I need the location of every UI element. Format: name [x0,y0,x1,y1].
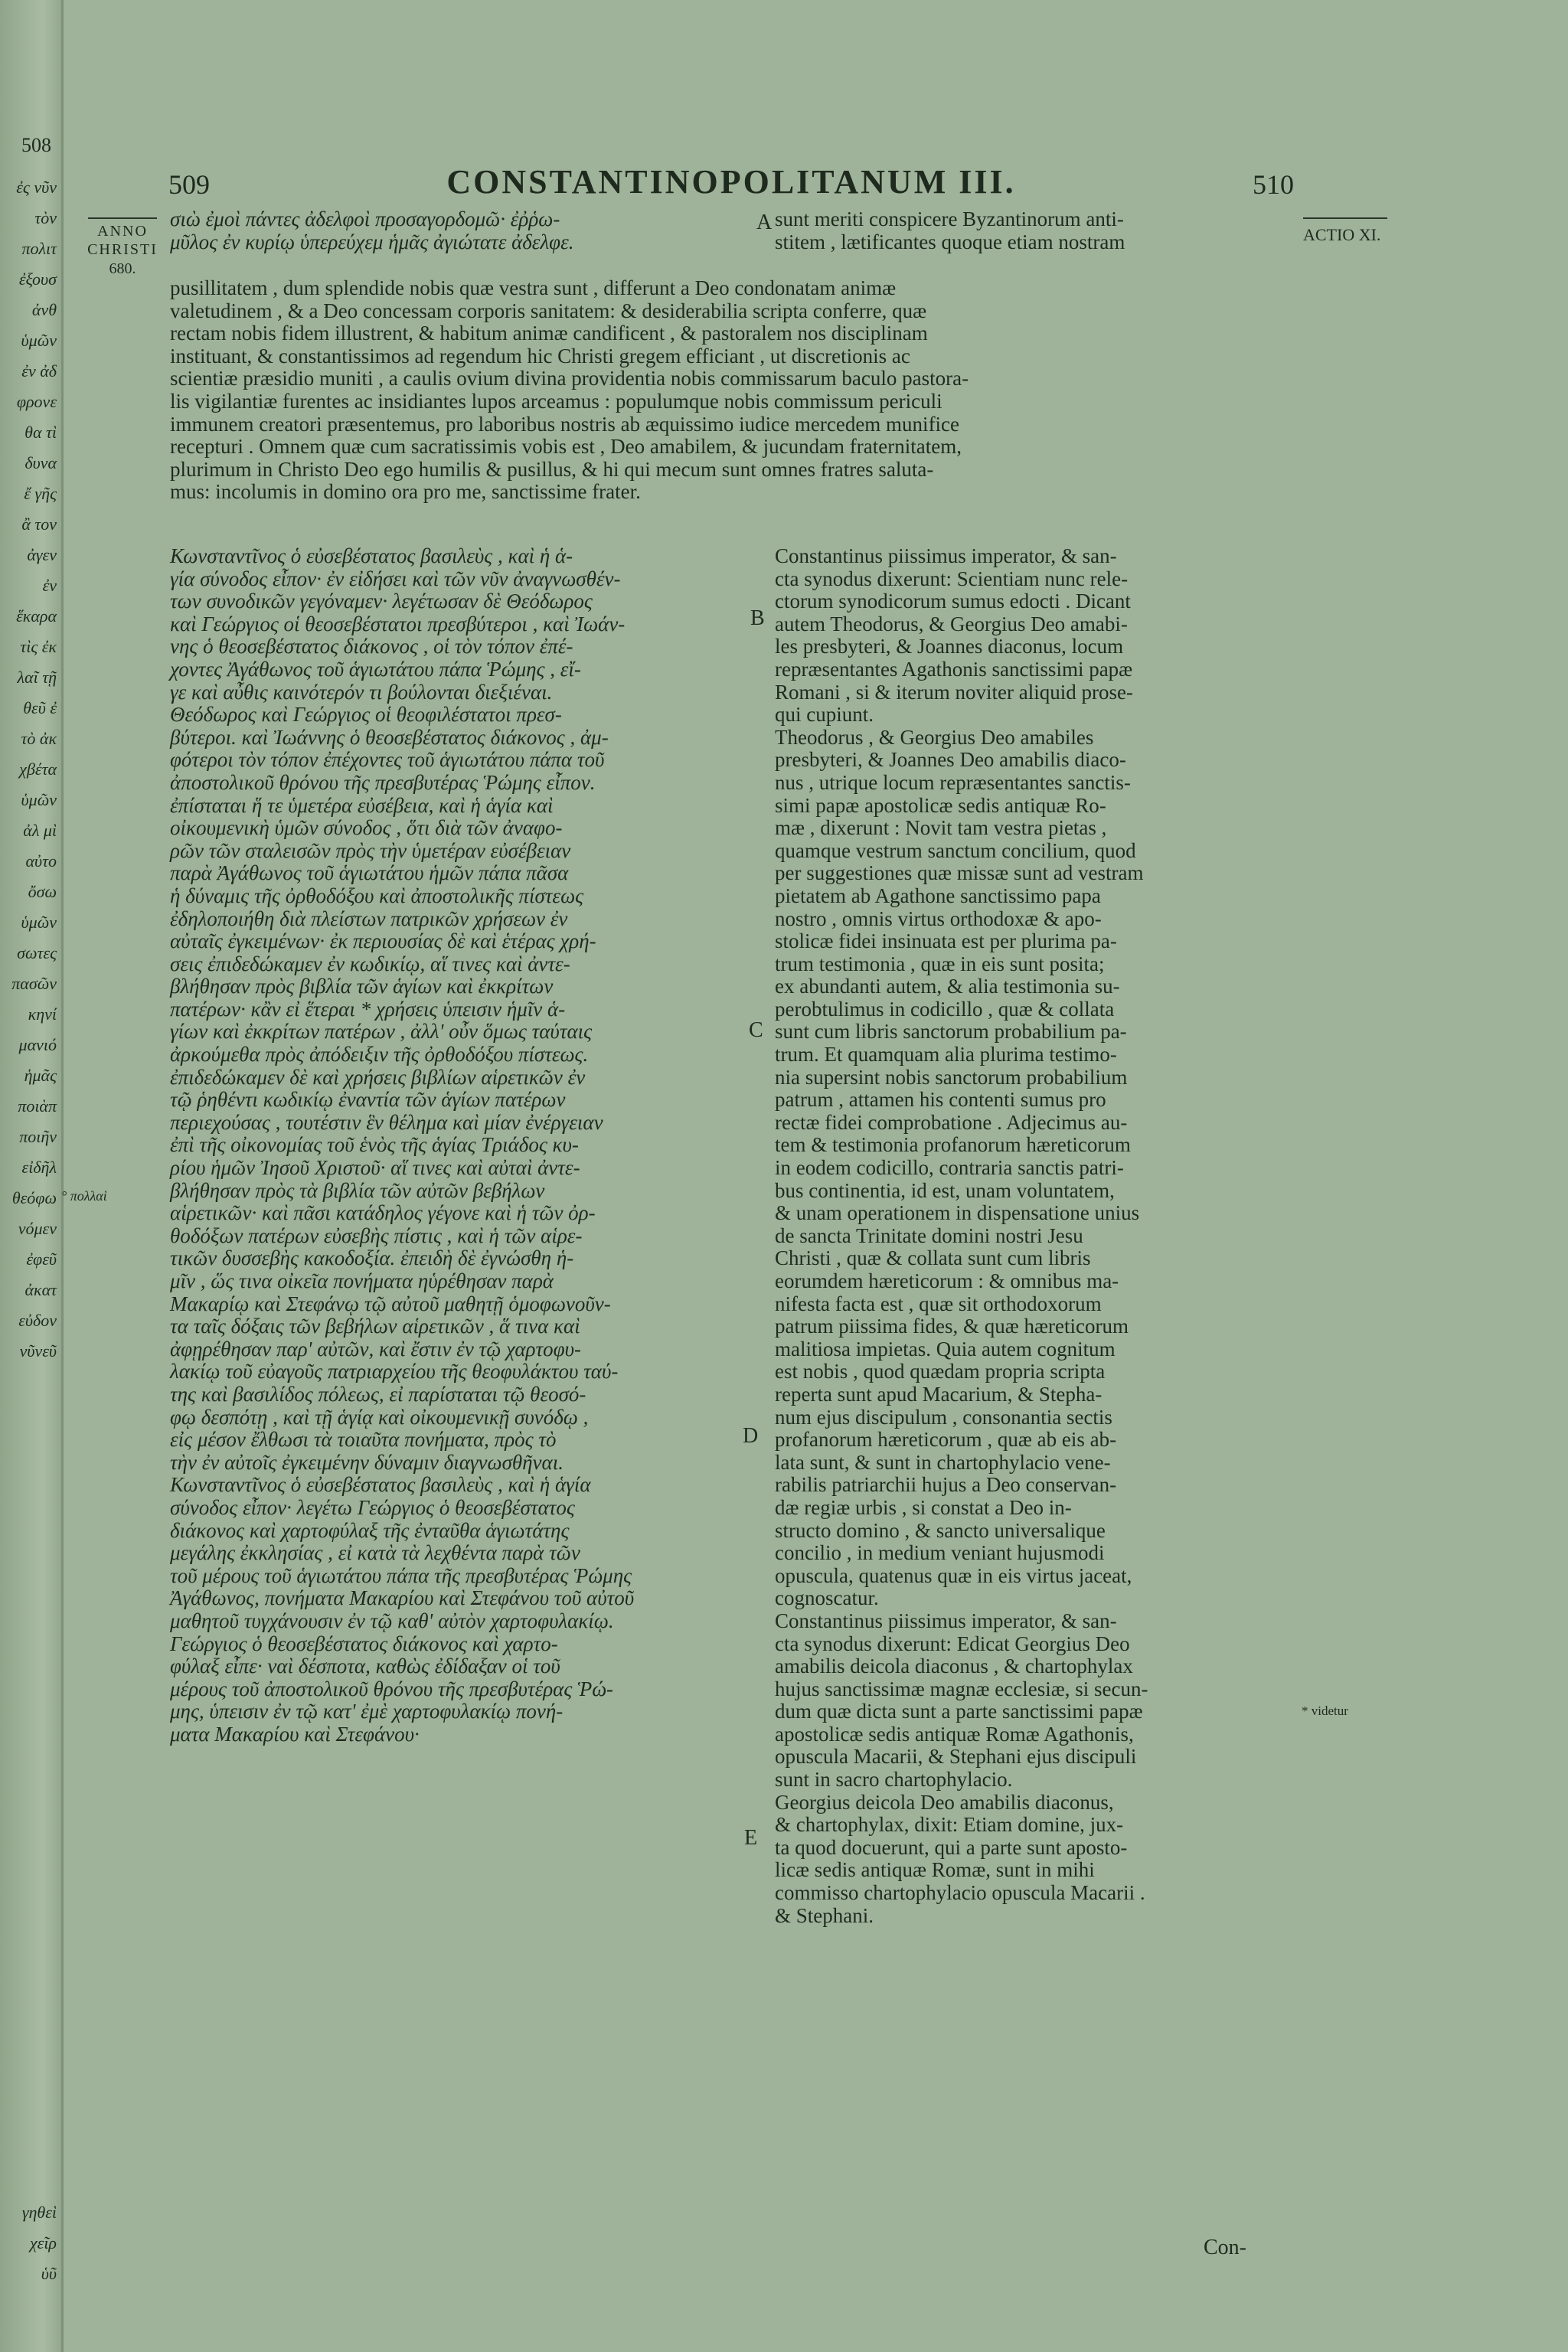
facing-page-edge [0,0,64,2352]
text-line: βλήθησαν πρὸς τὰ βιβλία τῶν αὐτῶν βεβήλων [170,1178,545,1202]
text-line: πατέρων· κἂν εἰ ἕτεραι * χρήσεις ὑπεισιν ἡμῖν ἁ- [170,997,566,1021]
text-line: ματα Μακαρίου καὶ Στεφάνου· [170,1722,420,1746]
facing-page-fragment: νόμεν [18,1219,57,1238]
text-line: τοῦ μέρους τοῦ ἁγιωτάτου πάπα τῆς πρεσβυτέρας Ῥώμης [170,1563,632,1587]
text-line: opuscula, quatenus quæ in eis virtus jaceat, [775,1563,1132,1587]
text-line: trum testimonia , quæ in eis sunt posita; [775,952,1105,975]
text-line: Γεώργιος ὁ θεοσεβέστατος διάκονος καὶ χαρτο- [170,1632,558,1655]
text-line: μαθητοῦ τυγχάνουσιν ἐν τῷ καθ' αὐτὸν χαρτοφυλακίῳ. [170,1609,614,1632]
facing-page-fragment: ἕκαρα [16,606,57,626]
text-line: ἐπίσταται ἥ τε ὑμετέρα εὐσέβεια, καὶ ἡ ἁγία καὶ [170,793,554,817]
text-line: in eodem codicillo, contraria sanctis patri- [775,1156,1124,1180]
section-letter-a: A [756,211,773,234]
facing-page-fragment: ποιῆν [19,1127,57,1146]
facing-page-fragment: ἀκατ [24,1280,57,1299]
facing-page-fragment: ὑμῶν [21,331,57,350]
text-line: valetudinem , & a Deo concessam corporis sanitatem: & desiderabilia scripta conferre, quæ [170,299,927,322]
margin-rule [88,217,157,219]
facing-page-fragment: ἔ γῆς [24,484,57,503]
text-line: Constantinus piissimus imperator, & san- [775,544,1117,567]
text-line: licæ sedis antiquæ Romæ, sunt in mihi [775,1858,1095,1882]
text-line: & unam operationem in dispensatione unius [775,1201,1140,1225]
text-line: ἐπιδεδώκαμεν δὲ καὶ χρήσεις βιβλίων αἱρετικῶν ἐν [170,1065,586,1089]
margin-right [1303,201,1410,245]
text-line: mus: incolumis in domino ora pro me, sanctissime frater. [170,480,641,504]
text-line: χοντες Ἀγάθωνος τοῦ ἁγιωτάτου πάπα Ῥώμης , εἴ- [170,657,581,681]
text-line: ἡ δύναμις τῆς ὀρθοδόξου καὶ ἀποστολικῆς πίστεως [170,884,584,907]
text-line: stolicæ fidei insinuata est per plurima pa- [775,929,1117,953]
text-line: les presbyteri, & Joannes diaconus, locum [775,635,1124,658]
text-line: μῖν , ὥς τινα οἰκεῖα πονήματα ηὑρέθησαν παρὰ [170,1269,554,1292]
latin-column [775,545,1295,1927]
section-letter-e: E [744,1826,758,1850]
text-line: ἀφῃρέθησαν παρ' αὐτῶν, καὶ ἔστιν ἐν τῷ χαρτοφυ- [170,1337,581,1361]
text-line: plurimum in Christo Deo ego humilis & pusillus, & hi qui mecum sunt omnes fratres saluta- [170,457,934,481]
text-line: eorumdem hæreticorum : & omnibus ma- [775,1269,1119,1292]
text-line: ex abundanti autem, & alia testimonia su- [775,975,1120,998]
facing-page-fragment: χβέτα [19,760,57,779]
facing-page-fragment: ποιὰπ [18,1096,57,1116]
year-label: 680. [109,260,136,277]
text-line: σεις ἐπιδεδώκαμεν ἐν κωδικίῳ, αἵ τινες καὶ ἀντε- [170,952,570,975]
page-number-right: 510 [1253,169,1294,200]
text-line: βύτεροι. καὶ Ἰωάννης ὁ θεοσεβέστατος διάκονος , ἀμ- [170,725,609,749]
facing-page-fragment: ἐς νῦν [16,178,57,197]
facing-page-fragment: μανιό [18,1035,57,1054]
text-line: τα ταῖς δόξαις τῶν βεβήλων αἱρετικῶν , ἅ τινα καὶ [170,1315,580,1338]
text-line: instituant, & constantissimos ad regendum hic Christi gregem efficiant , ut discretionis ac [170,344,910,368]
text-line: Theodorus , & Georgius Deo amabiles [775,725,1094,749]
margin-rule [1303,217,1387,219]
text-line: reperta sunt apud Macarium, & Stepha- [775,1382,1102,1406]
text-line: hujus sanctissimæ magnæ ecclesiæ, si secun- [775,1677,1148,1700]
text-line: σύνοδος εἶπον· λεγέτω Γεώργιος ὁ θεοσεβέστατος [170,1495,575,1519]
text-line: sunt in sacro chartophylacio. [775,1768,1013,1792]
text-line: ἀρκούμεθα πρὸς ἀπόδειξιν τῆς ὀρθοδόξου πίστεως. [170,1043,589,1067]
text-line: scientiæ præsidio muniti , a caulis ovium divina providentia nobis commissarum baculo pastora- [170,367,969,390]
text-line: bus continentia, id est, unam voluntatem, [775,1178,1115,1202]
text-line: Κωνσταντῖνος ὁ εὐσεβέστατος βασιλεὺς , καὶ ἡ ἁ- [170,544,573,567]
page-title: CONSTANTINOPOLITANUM III. [446,163,1016,201]
text-line: τῷ ῥηθέντι κωδικίῳ ἐναντία τῶν ἁγίων πατέρων [170,1088,566,1112]
text-line: structo domino , & sancto universalique [775,1518,1106,1542]
facing-page-fragment: ὑῦ [41,2264,57,2283]
text-line: ἐδηλοποιήθη διὰ πλείστων πατρικῶν χρήσεων ἐν [170,906,568,930]
facing-page-number: 508 [21,134,51,156]
facing-page-fragment: νῦνεῦ [19,1341,57,1361]
text-line: γίων καὶ ἐκκρίτων πατέρων , ἀλλ' οὖν ὅμως ταύταις [170,1020,593,1044]
text-line: Romani , si & iterum noviter aliquid prose- [775,680,1133,704]
text-line: διάκονος καὶ χαρτοφύλαξ τῆς ἐνταῦθα ἁγιωτάτης [170,1518,570,1542]
facing-page-fragment: ὑμῶν [21,790,57,809]
text-line: qui cupiunt. [775,703,874,727]
text-line: γία σύνοδος εἶπον· ἐν εἰδήσει καὶ τῶν νῦν ἀναγνωσθέν- [170,567,621,590]
text-line: σιὼ ἐμοὶ πάντες ἀδελφοὶ προσαγορδομῶ· ἐῤῥω- [170,207,560,230]
text-line: & Stephani. [775,1903,874,1927]
text-line: ἀποστολικοῦ θρόνου τῆς πρεσβυτέρας Ῥώμης εἶπον. [170,770,596,794]
text-line: sunt meriti conspicere Byzantinorum anti- [775,207,1124,230]
text-line: pusillitatem , dum splendide nobis quæ vestra sunt , differunt a Deo condonatam animæ [170,276,897,299]
text-line: ctorum synodicorum sumus edocti . Dicant [775,590,1131,613]
text-line: rectæ fidei comprobatione . Adjecimus au- [775,1110,1128,1134]
text-line: cta synodus dixerunt: Edicat Georgius Deo [775,1632,1130,1655]
text-line: stitem , lætificantes quoque etiam nostram [775,230,1125,253]
text-line: μῦλος ἐν κυρίῳ ὑπερεύχεμ ἡμᾶς ἀγιώτατε ἀδελφε. [170,230,574,253]
text-line: de sancta Trinitate domini nostri Jesu [775,1223,1083,1247]
text-line: repræsentantes Agathonis sanctissimi papæ [775,657,1133,681]
text-line: ta quod docuerunt, qui a parte sunt aposto- [775,1835,1128,1859]
margin-note-left: ° πολλαὶ [61,1188,107,1204]
facing-page-fragment: εὐδον [18,1311,57,1330]
text-line: cta synodus dixerunt: Scientiam nunc rele- [775,567,1129,590]
text-line: αἱρετικῶν· καὶ πᾶσι κατάδηλος γέγονε καὶ ἡ τῶν ὀρ- [170,1201,596,1225]
facing-page-fragment: θα τὶ [24,423,57,442]
text-line: φύλαξ εἶπε· ναὶ δέσποτα, καθὼς ἐδίδαξαν οἱ τοῦ [170,1655,560,1678]
section-letter-d: D [743,1424,759,1448]
text-line: mæ , dixerunt : Novit tam vestra pietas , [775,816,1107,840]
text-line: εἰς μέσον ἔλθωσι τὰ τοιαῦτα πονήματα, πρὸς τὸ [170,1428,557,1452]
facing-page-fragment: κηνί [28,1004,57,1024]
text-line: trum. Et quamquam alia plurima testimo- [775,1043,1117,1067]
text-line: Ἀγάθωνος, πονήματα Μακαρίου καὶ Στεφάνου τοῦ αὐτοῦ [170,1586,635,1610]
text-line: nus , utrique locum repræsentantes sanctis- [775,770,1131,794]
text-line: patrum , attamen his contenti sumus pro [775,1088,1106,1112]
text-line: τὴν ἐν αὐτοῖς ἐγκειμένην δύναμιν διαγνωσθῆναι. [170,1450,564,1474]
facing-page-fragment: πολιτ [21,239,57,258]
facing-page-fragment: τὸν [34,208,57,227]
christi-label: CHRISTI [87,241,158,258]
text-line: Georgius deicola Deo amabilis diaconus, [775,1790,1114,1814]
facing-page-fragment: ἐν ἀδ [21,361,57,381]
text-line: opuscula Macarii, & Stephani ejus discipuli [775,1745,1137,1769]
actio-label: ACTIO XI. [1303,225,1381,244]
facing-page-fragment: ἐν [42,576,57,595]
facing-page-fragment: ἐξουσ [18,270,57,289]
text-line: commisso chartophylacio opuscula Macarii . [775,1881,1145,1905]
facing-page-fragment: ἀγεν [27,545,57,564]
facing-page-fragment: γηθεὶ [21,2203,57,2222]
text-line: γε καὶ αὖθις καινότερόν τι βούλονται διεξιέναι. [170,680,553,704]
text-line: Christi , quæ & collata sunt cum libris [775,1246,1091,1270]
text-line: malitiosa impietas. Quia autem cognitum [775,1337,1116,1361]
facing-page-fragment: φρονε [16,392,57,411]
facing-page-fragment: ὄσω [28,882,57,901]
section-letter-c: C [749,1018,763,1042]
text-line: μης, ὑπεισιν ἐν τῷ κατ' ἐμὲ χαρτοφυλακίῳ πονή- [170,1700,564,1723]
text-line: simi papæ apostolicæ sedis antiquæ Ro- [775,793,1106,817]
facing-page-fragment: εἰδῆλ [21,1158,57,1177]
text-line: Constantinus piissimus imperator, & san- [775,1609,1117,1632]
facing-page-fragment: ἀλ μὶ [23,821,57,840]
text-line: Μακαρίῳ καὶ Στεφάνῳ τῷ αὐτοῦ μαθητῇ ὁμοφωνοῦν- [170,1292,611,1315]
text-line: autem Theodorus, & Georgius Deo amabi- [775,612,1128,635]
text-line: perobtulimus in codicillo , quæ & collata [775,997,1115,1021]
text-line: pietatem ab Agathone sanctissimo papa [775,884,1101,907]
text-line: cognoscatur. [775,1586,879,1610]
facing-page-fragments-bottom [2,2197,60,2289]
page-number-left: 509 [168,169,210,200]
text-line: nostro , omnis virtus orthodoxæ & apo- [775,906,1102,930]
text-line: βλήθησαν πρὸς βιβλία τῶν ἁγίων καὶ ἐκκρίτων [170,975,554,998]
facing-page-fragment: λαῖ τῇ [17,668,57,687]
facing-page-fragment: ἡμᾶς [24,1066,57,1085]
latin-opening-lines [775,208,1125,253]
text-line: περιεχούσας , τουτέστιν ἓν θέλημα καὶ μίαν ἐνέργειαν [170,1110,603,1134]
text-line: φότεροι τὸν τόπον ἐπέχοντες τοῦ ἁγιωτάτου πάπα τοῦ [170,748,605,772]
text-line: λακίῳ τοῦ εὐαγοῦς πατριαρχείου τῆς θεοφυλάκτου ταύ- [170,1360,619,1383]
facing-page-fragment: χεῖρ [29,2233,57,2252]
text-line: μεγάλης ἐκκλησίας , εἰ κατὰ τὰ λεχθέντα παρὰ τῶν [170,1541,580,1565]
text-line: των συνοδικῶν γεγόναμεν· λεγέτωσαν δὲ Θεόδωρος [170,590,593,613]
text-line: est nobis , quod quædam propria scripta [775,1360,1106,1383]
facing-page-fragment: δυνα [24,453,57,472]
running-header [168,162,1294,208]
facing-page-fragment: πασῶν [11,974,57,993]
text-line: Κωνσταντῖνος ὁ εὐσεβέστατος βασιλεὺς , καὶ ἡ ἁγία [170,1473,591,1497]
text-line: ρῶν τῶν σταλεισῶν πρὸς τὴν ὑμετέραν εὐσέβειαν [170,838,571,862]
text-line: quamque vestrum sanctum concilium, quod [775,838,1136,862]
text-line: αὐταῖς ἐγκειμένων· ἐκ περιουσίας δὲ καὶ ἑτέρας χρή- [170,929,596,953]
facing-page-fragment: ὑμῶν [21,913,57,932]
text-line: dum quæ dicta sunt a parte sanctissimi papæ [775,1700,1143,1723]
text-line: patrum piissima fides, & quæ hæreticorum [775,1315,1129,1338]
greek-opening-lines [170,208,573,253]
text-line: per suggestiones quæ missæ sunt ad vestram [775,861,1144,885]
text-line: rabilis patriarchii hujus a Deo conservan- [775,1473,1117,1497]
greek-column [170,545,760,1746]
facing-page-fragment: σωτες [17,943,57,962]
facing-page-fragment: ἀνθ [31,300,57,319]
text-line: presbyteri, & Joannes Deo amabilis diaco- [775,748,1126,772]
text-line: φῳ δεσπότῃ , καὶ τῇ ἁγίᾳ καὶ οἰκουμενικῇ συνόδῳ , [170,1405,589,1429]
text-line: tem & testimonia profanorum hæreticorum [775,1133,1131,1157]
text-line: rectam nobis fidem illustrent, & habitum animæ candificent , & pastoralem nos disciplinam [170,322,928,345]
text-line: profanorum hæreticorum , quæ ab eis ab- [775,1428,1117,1452]
text-line: Θεόδωρος καὶ Γεώργιος οἱ θεοφιλέστατοι πρεσ- [170,703,562,727]
margin-left [80,201,165,278]
text-line: num ejus discipulum , consonantia sectis [775,1405,1112,1429]
anno-label: ANNO [97,223,148,240]
facing-page-fragment: θεῦ ἐ [23,698,57,717]
section-letter-b: B [750,606,765,630]
text-line: της καὶ βασιλίδος πόλεως, εἰ παρίσταται τῷ θεοσό- [170,1382,586,1406]
facing-page-fragment: τὶς ἐκ [20,637,57,656]
text-line: lata sunt, & sunt in chartophylacio vene- [775,1450,1111,1474]
text-line: nifesta facta est , quæ sit orthodoxorum [775,1292,1102,1315]
text-line: dæ regiæ urbis , si constat a Deo in- [775,1495,1072,1519]
text-line: amabilis deicola diaconus , & chartophylax [775,1655,1133,1678]
text-line: μέρους τοῦ ἀποστολικοῦ θρόνου τῆς πρεσβυτέρας Ῥώ- [170,1677,614,1700]
facing-page-fragment: αὐτο [25,851,57,871]
text-line: sunt cum libris sanctorum probabilium pa- [775,1020,1127,1044]
facing-page-fragment: τὸ ἀκ [21,729,57,748]
text-line: immunem creatori præsentemus, pro laboribus nostris ab æquissimo iudice mercedem munifice [170,412,960,436]
text-line: concilio , in medium veniant hujusmodi [775,1541,1105,1565]
text-line: & chartophylax, dixit: Etiam domine, jux- [775,1813,1124,1837]
latin-full-width-paragraph [170,277,969,504]
text-line: νης ὁ θεοσεβέστατος διάκονος , οἱ τὸν τόπον ἐπέ- [170,635,573,658]
facing-page-fragments [2,172,60,1367]
catchword: Con- [1204,2236,1246,2259]
text-line: ρίου ἡμῶν Ἰησοῦ Χριστοῦ· αἵ τινες καὶ αὐταὶ ἀντε- [170,1156,580,1180]
facing-page-fragment: ἐφεῦ [26,1250,57,1269]
text-line: οἰκουμενικὴ ὑμῶν σύνοδος , ὅτι διὰ τῶν ἀναφο- [170,816,563,840]
facing-page-fragment: ἂ τον [21,514,57,534]
text-line: παρὰ Ἀγάθωνος τοῦ ἁγιωτάτου ἡμῶν πάπα πᾶσα [170,861,569,885]
text-line: nia supersint nobis sanctorum probabilium [775,1065,1128,1089]
text-line: apostolicæ sedis antiquæ Romæ Agathonis, [775,1722,1134,1746]
text-line: recepturi . Omnem quæ cum sacratissimis vobis est , Deo amabilem, & jucundam fraternitatem, [170,435,962,459]
facing-page-fragment: θεόφω [11,1188,57,1207]
text-line: ἐπὶ τῆς οἰκονομίας τοῦ ἑνὸς τῆς ἁγίας Τριάδος κυ- [170,1133,579,1157]
margin-note-right: * videtur [1302,1704,1348,1718]
text-line: θοδόξων πατέρων εὐσεβὴς πίστις , καὶ ἡ τῶν αἱρε- [170,1223,583,1247]
text-line: τικῶν δυσσεβὴς κακοδοξία. ἐπειδὴ δὲ ἐγνώσθη ἡ- [170,1246,574,1270]
text-line: lis vigilantiæ furentes ac insidiantes lupos arceamus : populumque nobis commissum periculi [170,389,942,413]
text-line: καὶ Γεώργιος οἱ θεοσεβέστατοι πρεσβύτεροι , καὶ Ἰωάν- [170,612,626,635]
